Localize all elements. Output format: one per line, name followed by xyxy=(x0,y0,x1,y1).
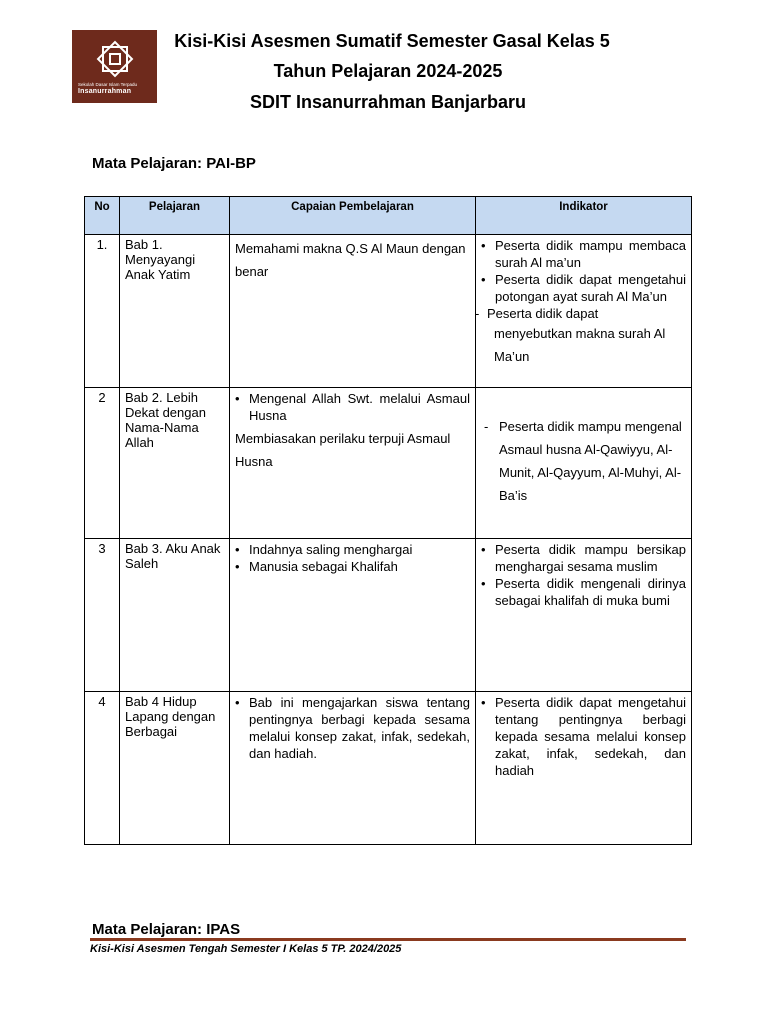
subject-heading-ipas: Mata Pelajaran: IPAS xyxy=(92,921,241,938)
learning-outcome-cell xyxy=(230,539,476,692)
logo-tagline: Sekolah Dasar Islam Terpadu xyxy=(78,82,137,87)
outcome-item: • Manusia sebagai Khalifah xyxy=(235,558,470,575)
learning-outcome: Memahami makna Q.S Al Maun dengan benar xyxy=(235,241,466,279)
logo-name: Insanurrahman xyxy=(78,88,132,95)
outcome-item: • Mengenal Allah Swt. melalui Asmaul Husna xyxy=(235,390,470,424)
outcome-item: • Bab ini mengajarkan siswa tentang pentingnya berbagi kepada sesama melalui konsep zakat, infak, sedekah, dan hadiah. xyxy=(235,694,470,762)
indicator-list xyxy=(481,541,686,609)
col-header-pelajaran: Pelajaran xyxy=(120,197,230,235)
indicator-continuation: menyebutkan makna surah Al Ma’un xyxy=(494,326,666,364)
indicator-cell xyxy=(476,539,692,692)
learning-outcome-cell xyxy=(230,692,476,845)
learning-outcome-cell xyxy=(230,235,476,388)
outcome-list xyxy=(235,541,470,575)
dash-marker: - xyxy=(484,419,489,434)
indicator-list xyxy=(481,694,686,779)
indicator-cell xyxy=(476,235,692,388)
indicator-item: • Peserta didik mampu bersikap menghargai sesama muslim xyxy=(481,541,686,575)
row-number: 4 xyxy=(85,692,120,845)
lesson-title: Bab 3. Aku Anak Saleh xyxy=(120,539,230,692)
row-number: 2 xyxy=(85,388,120,539)
lesson-title: Bab 1. Menyayangi Anak Yatim xyxy=(120,235,230,388)
indicator-dash-text: Peserta didik mampu mengenal Asmaul husna Al-Qawiyyu, Al-Munit, Al-Qayyum, Al-Muhyi, Al-Ba’is xyxy=(499,419,682,503)
row-number: 3 xyxy=(85,539,120,692)
subject-heading-pai: Mata Pelajaran: PAI-BP xyxy=(92,155,256,172)
col-header-capaian: Capaian Pembelajaran xyxy=(230,197,476,235)
outcome-list xyxy=(235,390,470,424)
school-name: SDIT Insanurrahman Banjarbaru xyxy=(249,92,527,112)
outcome-item: • Indahnya saling menghargai xyxy=(235,541,470,558)
dash-marker: - xyxy=(475,306,480,321)
indicator-list xyxy=(481,237,686,305)
indicator-cell xyxy=(476,692,692,845)
indicator-cell xyxy=(476,388,692,539)
table-row xyxy=(85,539,692,692)
indicator-item: • Peserta didik mampu membaca surah Al ma’un xyxy=(481,237,686,271)
kisi-table xyxy=(84,196,692,845)
indicator-dash-item xyxy=(475,305,686,322)
row-number: 1. xyxy=(85,235,120,388)
outcome-list xyxy=(235,694,470,762)
lesson-title: Bab 2. Lebih Dekat dengan Nama-Nama Allah xyxy=(120,388,230,539)
indicator-dash-item xyxy=(481,415,686,507)
col-header-no: No xyxy=(85,197,120,235)
table-row xyxy=(85,388,692,539)
table-row xyxy=(85,692,692,845)
document-title: Kisi-Kisi Asesmen Sumatif Semester Gasal Kelas 5 xyxy=(174,31,610,51)
page-footer: Kisi-Kisi Asesmen Tengah Semester I Kelas 5 TP. 2024/2025 xyxy=(90,943,402,955)
indicator-dash-text: Peserta didik dapat xyxy=(487,306,599,321)
indicator-item: • Peserta didik dapat mengetahui tentang pentingnya berbagi kepada sesama melalui konsep zakat, infak, sedekah, dan hadiah xyxy=(481,694,686,779)
learning-outcome-cell xyxy=(230,388,476,539)
learning-outcome: Membiasakan perilaku terpuji Asmaul Husna xyxy=(235,431,451,469)
indicator-item: • Peserta didik dapat mengetahui potongan ayat surah Al Ma’un xyxy=(481,271,686,305)
table-row xyxy=(85,235,692,388)
indicator-item: • Peserta didik mengenali dirinya sebagai khalifah di muka bumi xyxy=(481,575,686,609)
lesson-title: Bab 4 Hidup Lapang dengan Berbagai xyxy=(120,692,230,845)
academic-year: Tahun Pelajaran 2024-2025 xyxy=(273,61,503,81)
table-header-row xyxy=(85,197,692,235)
footer-rule xyxy=(90,938,686,941)
col-header-indikator: Indikator xyxy=(476,197,692,235)
